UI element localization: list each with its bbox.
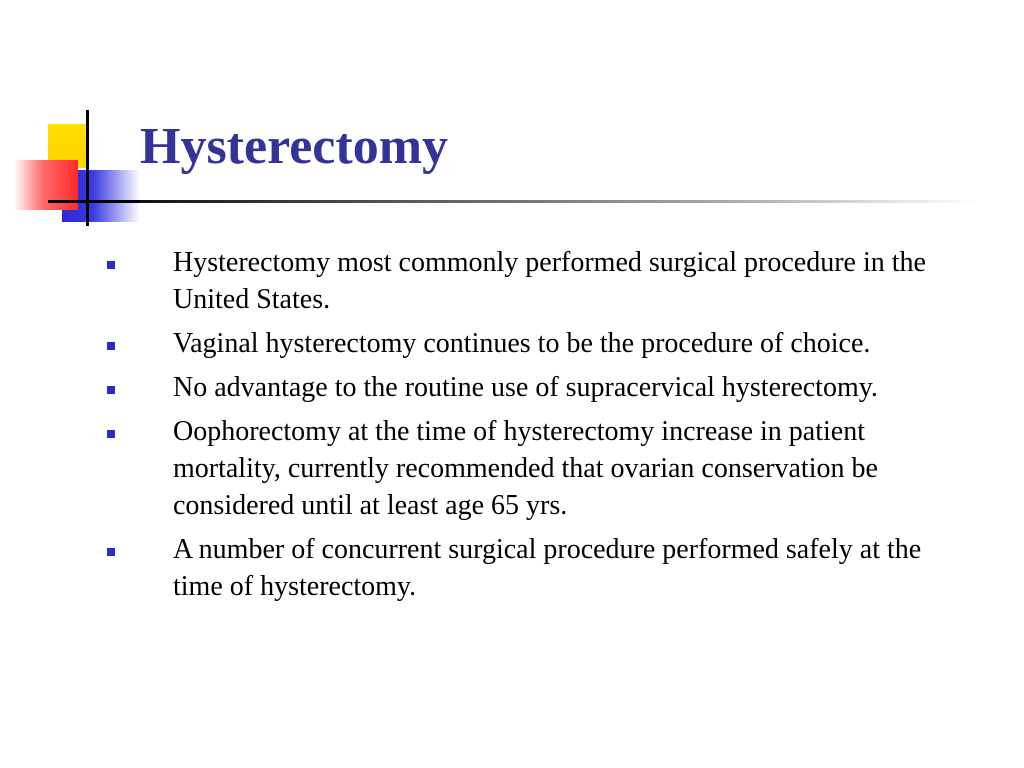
bullet-text: No advantage to the routine use of supracervical hysterectomy. [173,372,878,403]
vertical-line-decoration [86,110,89,226]
list-item [105,369,935,406]
list-item [105,325,935,362]
slide-decoration-logo [0,0,140,240]
bullet-text: Oophorectomy at the time of hysterectomy increase in patient mortality, currently recommended that ovarian conservation be considered until at least age 65 yrs. [173,416,878,521]
slide-title: Hysterectomy [140,118,449,175]
title-underline [140,200,980,203]
bullet-text: Hysterectomy most commonly performed surgical procedure in the United States. [173,247,926,315]
bullet-list [105,244,935,612]
bullet-square-icon [107,430,115,438]
bullet-square-icon [107,386,115,394]
bullet-square-icon [107,548,115,556]
bullet-text: Vaginal hysterectomy continues to be the procedure of choice. [173,328,871,359]
bullet-square-icon [107,342,115,350]
horizontal-line-decoration [48,200,140,203]
list-item [105,244,935,318]
list-item [105,413,935,524]
bullet-square-icon [107,261,115,269]
bullet-text: A number of concurrent surgical procedure performed safely at the time of hysterectomy. [173,534,922,602]
list-item [105,531,935,605]
